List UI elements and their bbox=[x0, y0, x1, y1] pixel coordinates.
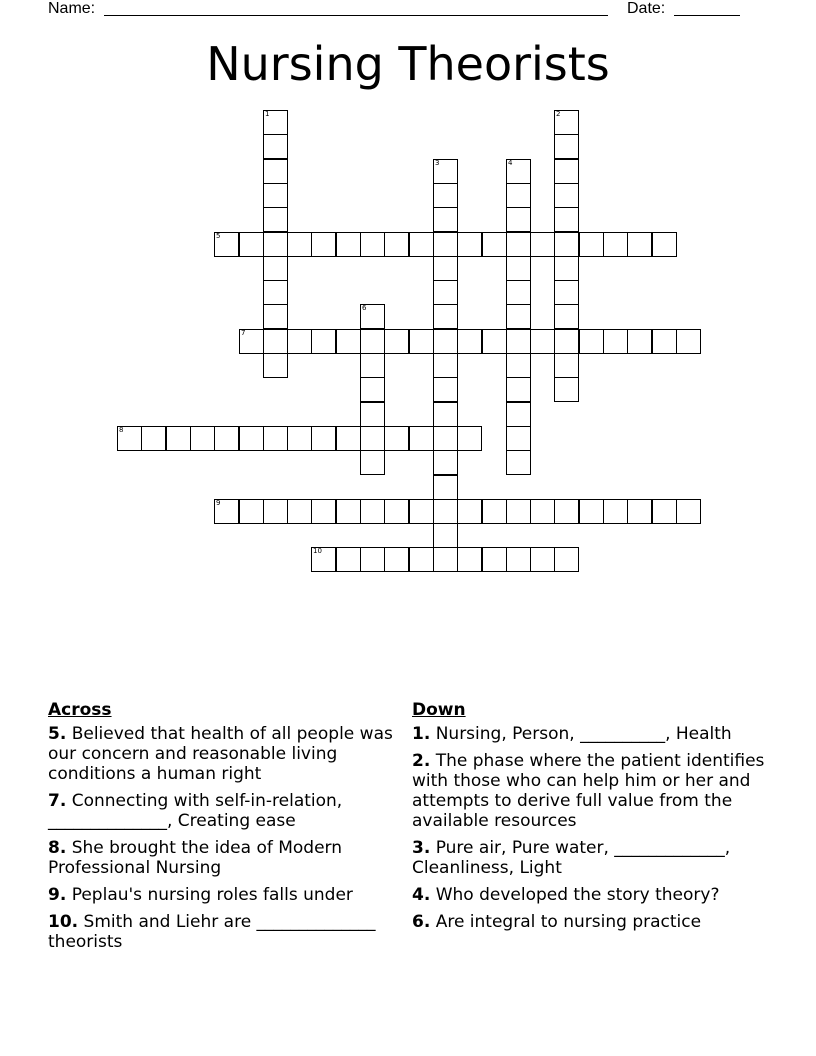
clue-text: The phase where the patient identifies with those who can help him or her and attempts to derive full value from the available resources bbox=[412, 751, 765, 831]
grid-cell[interactable] bbox=[433, 232, 458, 257]
grid-cell[interactable] bbox=[603, 329, 628, 354]
grid-cell[interactable] bbox=[263, 426, 288, 451]
grid-cell[interactable] bbox=[506, 353, 531, 378]
grid-cell[interactable] bbox=[506, 159, 531, 184]
grid-cell[interactable] bbox=[506, 329, 531, 354]
grid-cell[interactable] bbox=[652, 232, 677, 257]
grid-cell[interactable] bbox=[409, 426, 434, 451]
cell-number: 7 bbox=[241, 329, 246, 337]
clue-text: Peplau's nursing roles falls under bbox=[71, 885, 353, 905]
grid-cell[interactable] bbox=[311, 426, 336, 451]
grid-cell[interactable] bbox=[263, 329, 288, 354]
grid-cell[interactable] bbox=[530, 329, 555, 354]
grid-cell[interactable] bbox=[482, 232, 507, 257]
grid-cell[interactable] bbox=[554, 329, 579, 354]
clue-number: 2. bbox=[412, 751, 431, 771]
down-clues bbox=[412, 700, 772, 939]
clue-across-9 bbox=[48, 885, 398, 905]
grid-cell[interactable] bbox=[409, 329, 434, 354]
clue-number: 5. bbox=[48, 724, 67, 744]
grid-cell[interactable] bbox=[239, 499, 264, 524]
clue-number: 8. bbox=[48, 838, 67, 858]
grid-cell[interactable] bbox=[336, 232, 361, 257]
date-label: Date: bbox=[627, 0, 666, 17]
grid-cell[interactable] bbox=[433, 523, 458, 548]
cell-number: 9 bbox=[216, 499, 221, 507]
grid-cell[interactable] bbox=[214, 499, 239, 524]
grid-cell[interactable] bbox=[311, 547, 336, 572]
cell-number: 8 bbox=[119, 426, 124, 434]
clue-text: Smith and Liehr are ______________ theorists bbox=[48, 912, 376, 952]
clue-number: 9. bbox=[48, 885, 67, 905]
grid-cell[interactable] bbox=[433, 377, 458, 402]
grid-cell[interactable] bbox=[603, 499, 628, 524]
grid-cell[interactable] bbox=[360, 377, 385, 402]
grid-cell[interactable] bbox=[287, 426, 312, 451]
grid-cell[interactable] bbox=[336, 499, 361, 524]
grid-cell[interactable] bbox=[214, 426, 239, 451]
cell-number: 5 bbox=[216, 232, 221, 240]
grid-cell[interactable] bbox=[433, 280, 458, 305]
grid-cell[interactable] bbox=[433, 329, 458, 354]
grid-cell[interactable] bbox=[554, 134, 579, 159]
clue-across-5 bbox=[48, 724, 398, 784]
grid-cell[interactable] bbox=[214, 232, 239, 257]
grid-cell[interactable] bbox=[506, 547, 531, 572]
grid-cell[interactable] bbox=[457, 499, 482, 524]
grid-cell[interactable] bbox=[263, 304, 288, 329]
grid-cell[interactable] bbox=[409, 499, 434, 524]
grid-cell[interactable] bbox=[457, 329, 482, 354]
grid-cell[interactable] bbox=[433, 499, 458, 524]
grid-cell[interactable] bbox=[603, 232, 628, 257]
grid-cell[interactable] bbox=[676, 499, 701, 524]
grid-cell[interactable] bbox=[506, 304, 531, 329]
clue-text: Nursing, Person, __________, Health bbox=[435, 724, 732, 744]
grid-cell[interactable] bbox=[482, 329, 507, 354]
clue-across-7 bbox=[48, 791, 398, 831]
cell-number: 3 bbox=[435, 159, 440, 167]
grid-cell[interactable] bbox=[554, 159, 579, 184]
grid-cell[interactable] bbox=[506, 402, 531, 427]
cell-number: 1 bbox=[265, 110, 270, 118]
grid-cell[interactable] bbox=[627, 232, 652, 257]
grid-cell[interactable] bbox=[336, 329, 361, 354]
grid-cell[interactable] bbox=[360, 450, 385, 475]
grid-cell[interactable] bbox=[506, 183, 531, 208]
cell-number: 2 bbox=[556, 110, 561, 118]
grid-cell[interactable] bbox=[360, 426, 385, 451]
grid-cell[interactable] bbox=[287, 329, 312, 354]
clue-number: 3. bbox=[412, 838, 431, 858]
grid-cell[interactable] bbox=[554, 232, 579, 257]
grid-cell[interactable] bbox=[287, 232, 312, 257]
grid-cell[interactable] bbox=[457, 232, 482, 257]
clue-number: 6. bbox=[412, 912, 431, 932]
grid-cell[interactable] bbox=[384, 499, 409, 524]
grid-cell[interactable] bbox=[554, 183, 579, 208]
grid-cell[interactable] bbox=[554, 256, 579, 281]
grid-cell[interactable] bbox=[263, 183, 288, 208]
grid-cell[interactable] bbox=[384, 426, 409, 451]
grid-cell[interactable] bbox=[166, 426, 191, 451]
grid-cell[interactable] bbox=[433, 450, 458, 475]
grid-cell[interactable] bbox=[554, 353, 579, 378]
grid-cell[interactable] bbox=[530, 232, 555, 257]
grid-cell[interactable] bbox=[554, 280, 579, 305]
cell-number: 10 bbox=[313, 547, 322, 555]
grid-cell[interactable] bbox=[433, 256, 458, 281]
grid-cell[interactable] bbox=[627, 329, 652, 354]
name-label: Name: bbox=[48, 0, 96, 17]
grid-cell[interactable] bbox=[506, 256, 531, 281]
page-title: Nursing Theorists bbox=[206, 37, 610, 91]
grid-cell[interactable] bbox=[530, 499, 555, 524]
grid-cell[interactable] bbox=[360, 353, 385, 378]
grid-cell[interactable] bbox=[627, 499, 652, 524]
grid-cell[interactable] bbox=[287, 499, 312, 524]
grid-cell[interactable] bbox=[506, 232, 531, 257]
clue-text: Who developed the story theory? bbox=[435, 885, 720, 905]
grid-cell[interactable] bbox=[554, 547, 579, 572]
clue-down-6 bbox=[412, 912, 772, 932]
grid-cell[interactable] bbox=[263, 207, 288, 232]
grid-cell[interactable] bbox=[652, 499, 677, 524]
grid-cell[interactable] bbox=[360, 499, 385, 524]
grid-cell[interactable] bbox=[506, 280, 531, 305]
grid-cell[interactable] bbox=[579, 329, 604, 354]
clue-across-8 bbox=[48, 838, 398, 878]
grid-cell[interactable] bbox=[506, 207, 531, 232]
grid-cell[interactable] bbox=[433, 426, 458, 451]
grid-cell[interactable] bbox=[239, 232, 264, 257]
grid-cell[interactable] bbox=[554, 110, 579, 135]
grid-cell[interactable] bbox=[409, 232, 434, 257]
grid-cell[interactable] bbox=[652, 329, 677, 354]
across-clues bbox=[48, 700, 398, 959]
grid-cell[interactable] bbox=[433, 159, 458, 184]
grid-cell[interactable] bbox=[263, 134, 288, 159]
down-heading: Down bbox=[412, 700, 466, 720]
grid-cell[interactable] bbox=[433, 207, 458, 232]
clue-number: 10. bbox=[48, 912, 79, 932]
grid-cell[interactable] bbox=[676, 329, 701, 354]
grid-cell[interactable] bbox=[506, 426, 531, 451]
clue-number: 1. bbox=[412, 724, 431, 744]
clue-number: 7. bbox=[48, 791, 67, 811]
clue-down-2 bbox=[412, 751, 772, 831]
grid-cell[interactable] bbox=[360, 402, 385, 427]
grid-cell[interactable] bbox=[409, 547, 434, 572]
clue-text: Believed that health of all people was our concern and reasonable living conditions a human right bbox=[48, 724, 393, 784]
grid-cell[interactable] bbox=[506, 499, 531, 524]
grid-cell[interactable] bbox=[263, 110, 288, 135]
grid-cell[interactable] bbox=[263, 280, 288, 305]
grid-cell[interactable] bbox=[554, 304, 579, 329]
clue-down-4 bbox=[412, 885, 772, 905]
clue-number: 4. bbox=[412, 885, 431, 905]
clue-text: Connecting with self-in-relation, ______________, Creating ease bbox=[48, 791, 343, 831]
grid-cell[interactable] bbox=[433, 402, 458, 427]
clue-down-3 bbox=[412, 838, 772, 878]
grid-cell[interactable] bbox=[190, 426, 215, 451]
cell-number: 4 bbox=[508, 159, 513, 167]
across-heading: Across bbox=[48, 700, 112, 720]
clue-text: She brought the idea of Modern Professional Nursing bbox=[48, 838, 343, 878]
grid-cell[interactable] bbox=[457, 426, 482, 451]
grid-cell[interactable] bbox=[554, 377, 579, 402]
grid-cell[interactable] bbox=[579, 232, 604, 257]
grid-cell[interactable] bbox=[554, 207, 579, 232]
grid-cell[interactable] bbox=[433, 475, 458, 500]
grid-cell[interactable] bbox=[482, 499, 507, 524]
grid-cell[interactable] bbox=[263, 499, 288, 524]
grid-cell[interactable] bbox=[530, 547, 555, 572]
grid-cell[interactable] bbox=[579, 499, 604, 524]
grid-cell[interactable] bbox=[384, 329, 409, 354]
grid-cell[interactable] bbox=[360, 547, 385, 572]
grid-cell[interactable] bbox=[384, 547, 409, 572]
grid-cell[interactable] bbox=[482, 547, 507, 572]
clue-text: Pure air, Pure water, _____________, Cleanliness, Light bbox=[412, 838, 731, 878]
grid-cell[interactable] bbox=[336, 547, 361, 572]
grid-cell[interactable] bbox=[384, 232, 409, 257]
grid-cell[interactable] bbox=[360, 304, 385, 329]
clue-down-1 bbox=[412, 724, 772, 744]
grid-cell[interactable] bbox=[360, 232, 385, 257]
grid-cell[interactable] bbox=[433, 304, 458, 329]
cell-number: 6 bbox=[362, 304, 367, 312]
grid-cell[interactable] bbox=[433, 353, 458, 378]
grid-cell[interactable] bbox=[263, 353, 288, 378]
grid-cell[interactable] bbox=[360, 329, 385, 354]
grid-cell[interactable] bbox=[141, 426, 166, 451]
grid-cell[interactable] bbox=[554, 499, 579, 524]
grid-cell[interactable] bbox=[263, 232, 288, 257]
grid-cell[interactable] bbox=[506, 450, 531, 475]
grid-cell[interactable] bbox=[336, 426, 361, 451]
grid-cell[interactable] bbox=[433, 547, 458, 572]
clue-across-10 bbox=[48, 912, 398, 952]
grid-cell[interactable] bbox=[311, 232, 336, 257]
grid-cell[interactable] bbox=[506, 377, 531, 402]
grid-cell[interactable] bbox=[239, 426, 264, 451]
grid-cell[interactable] bbox=[117, 426, 142, 451]
grid-cell[interactable] bbox=[263, 256, 288, 281]
grid-cell[interactable] bbox=[433, 183, 458, 208]
grid-cell[interactable] bbox=[311, 499, 336, 524]
grid-cell[interactable] bbox=[457, 547, 482, 572]
grid-cell[interactable] bbox=[263, 159, 288, 184]
clue-text: Are integral to nursing practice bbox=[435, 912, 702, 932]
grid-cell[interactable] bbox=[239, 329, 264, 354]
grid-cell[interactable] bbox=[311, 329, 336, 354]
